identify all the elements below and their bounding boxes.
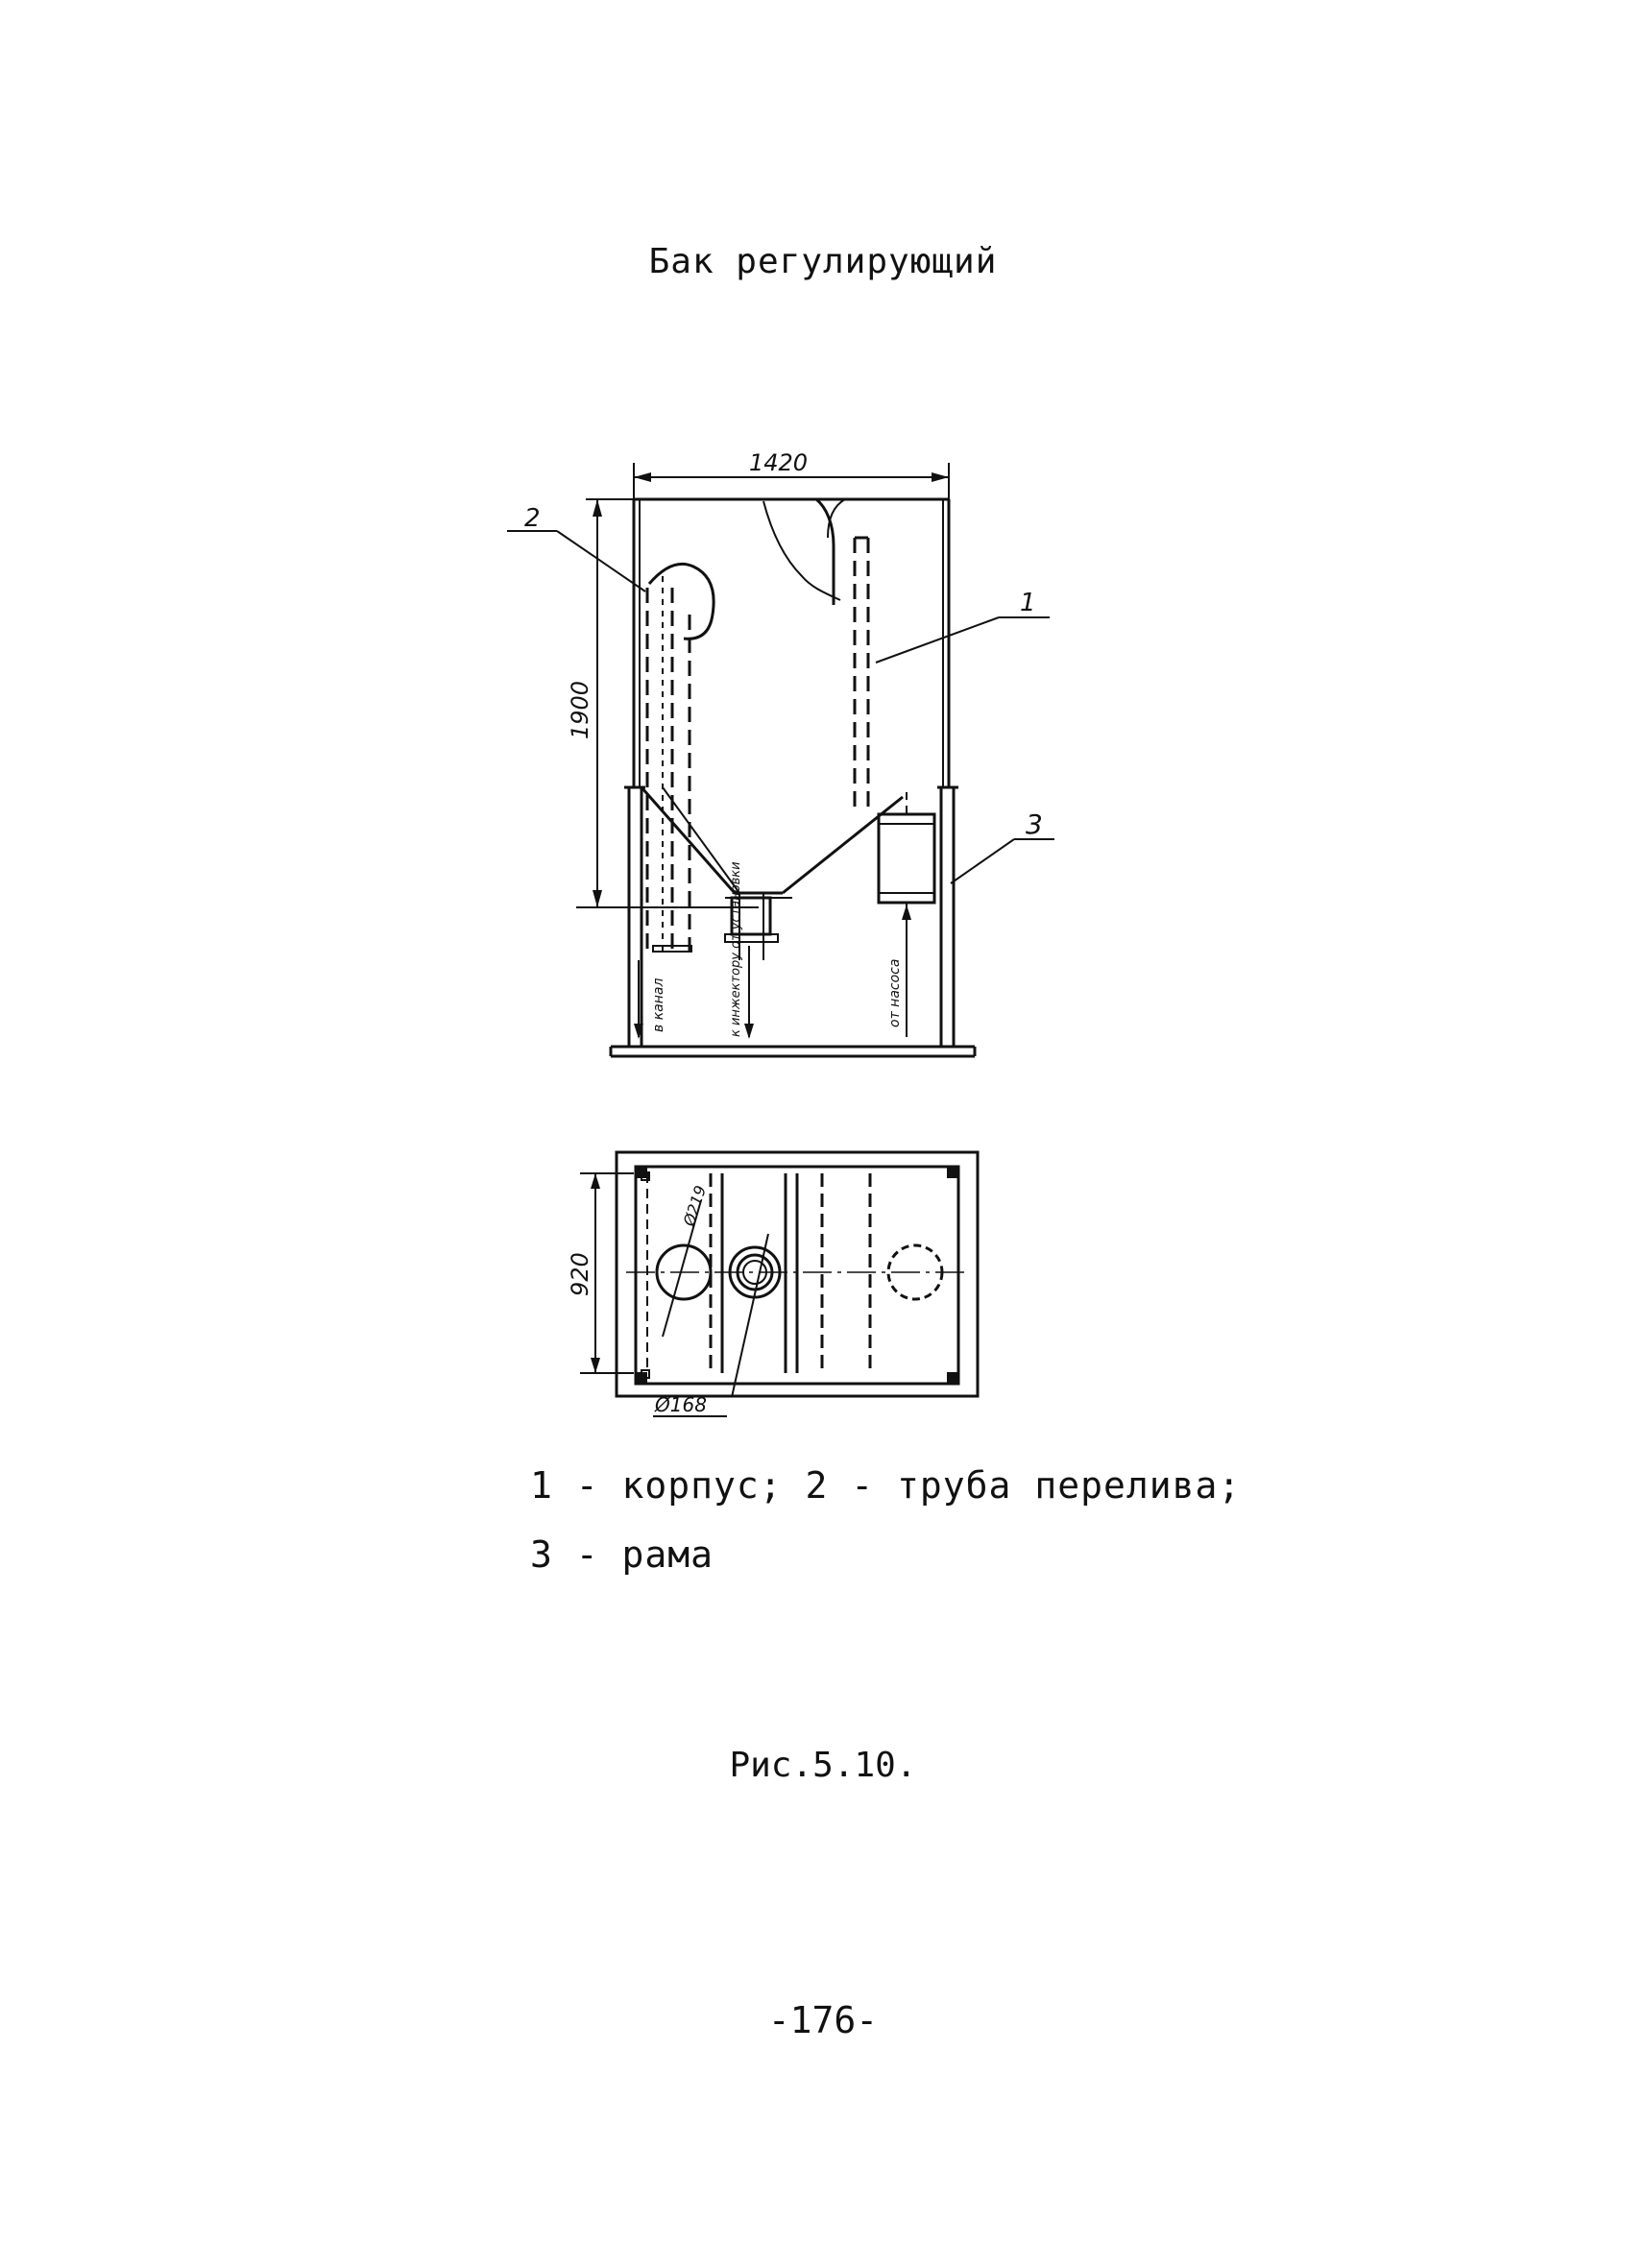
callout-2: 2 xyxy=(524,504,541,533)
dia-outlet-label: Ø168 xyxy=(655,1393,707,1416)
figure-caption: Рис.5.10. xyxy=(729,1746,917,1785)
page-number: -176- xyxy=(767,1999,879,2041)
legend-line-2: 3 - рама xyxy=(530,1533,714,1576)
plan-view xyxy=(567,1152,978,1416)
callout-3: 3 xyxy=(1026,808,1043,840)
front-view xyxy=(507,449,1054,1056)
dim-height-label: 1900 xyxy=(567,680,593,739)
dim-width-label: 1420 xyxy=(749,449,809,476)
dia-overflow-label: Ø219 xyxy=(679,1183,711,1229)
page-title: Бак регулирующий xyxy=(648,242,998,281)
callout-1: 1 xyxy=(1020,589,1036,617)
dim-depth-label: 920 xyxy=(567,1252,593,1296)
pipe-label-left: в канал xyxy=(651,977,666,1032)
legend-line-1: 1 - корпус; 2 - труба перелива; xyxy=(530,1464,1242,1507)
pipe-label-right: от насоса xyxy=(887,958,903,1027)
pipe-label-center: к инжектору от установки xyxy=(729,861,743,1037)
